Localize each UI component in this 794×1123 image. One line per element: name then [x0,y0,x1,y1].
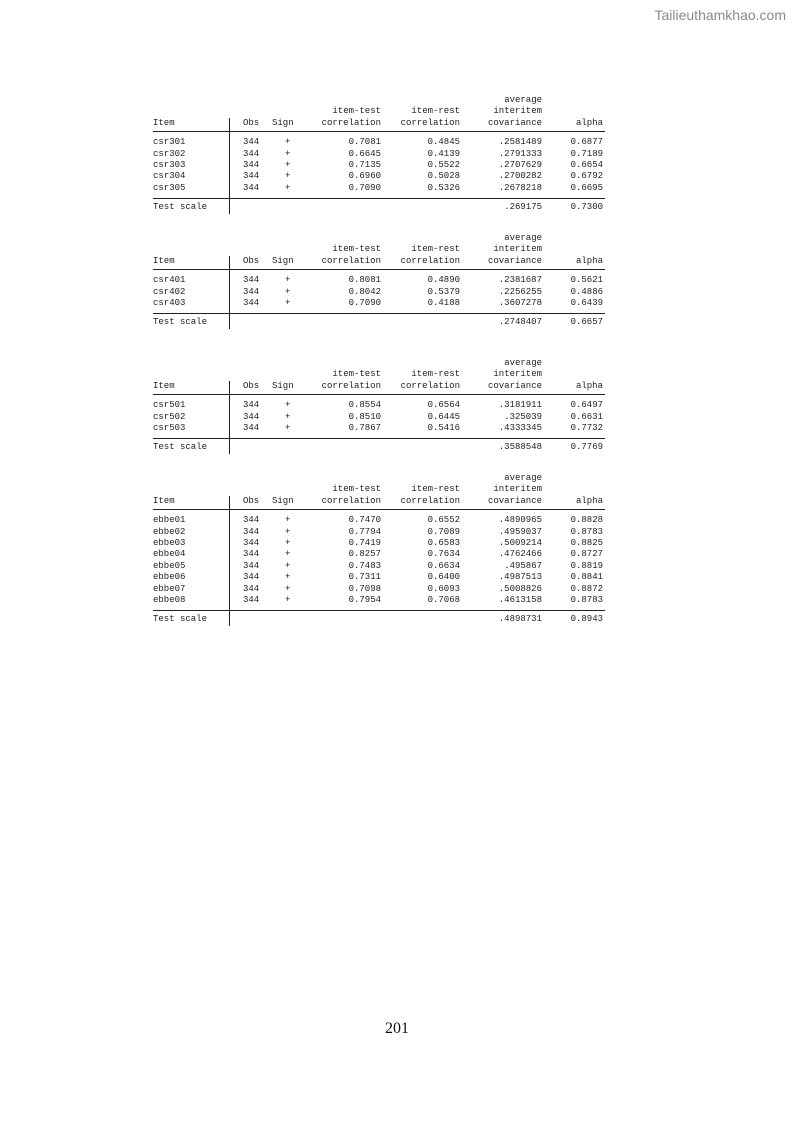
obs-value: 344 [243,148,260,159]
item-rest-correlation: 0.4139 [427,148,460,159]
alpha-value: 0.7732 [570,422,603,433]
table-row [153,171,605,182]
sign-value: + [285,171,291,182]
item-name: csr301 [153,137,186,148]
test-scale-covariance: .3588548 [498,442,542,453]
item-test-correlation: 0.7954 [348,594,381,605]
header-row [153,233,605,244]
alpha-value: 0.8828 [570,515,603,526]
item-test-correlation: 0.8081 [348,275,381,286]
interitem-covariance: .2678218 [498,182,542,193]
divider [153,269,605,270]
header-alpha: alpha [575,255,603,266]
header-item-rest: item-rest [411,369,460,380]
header-covariance: covariance [487,380,542,391]
item-rest-correlation: 0.6634 [427,560,460,571]
sign-value: + [285,297,291,308]
sign-value: + [285,159,291,170]
header-average: average [504,473,542,483]
interitem-covariance: .4762466 [498,549,542,560]
test-scale-alpha: 0.7769 [570,442,603,453]
item-rest-correlation: 0.6400 [427,572,460,583]
header-row [153,381,605,392]
alpha-value: 0.6877 [570,137,603,148]
item-test-correlation: 0.7311 [348,572,381,583]
table-row [153,275,605,286]
header-alpha: alpha [575,380,603,391]
item-name: ebbe01 [153,515,186,526]
item-rest-correlation: 0.6583 [427,537,460,548]
test-scale-alpha: 0.7300 [570,202,603,213]
sign-value: + [285,526,291,537]
item-name: ebbe06 [153,572,186,583]
item-name: ebbe03 [153,537,186,548]
obs-value: 344 [243,171,260,182]
item-rest-correlation: 0.5379 [427,286,460,297]
sign-value: + [285,411,291,422]
table-row [153,183,605,194]
item-name: csr403 [153,297,186,308]
header-correlation: correlation [400,255,460,266]
item-rest-correlation: 0.7089 [427,526,460,537]
item-test-correlation: 0.7098 [348,583,381,594]
header-sign: Sign [272,117,294,128]
header-obs: Obs [243,380,260,391]
test-scale-label: Test scale [153,202,208,213]
alpha-value: 0.6695 [570,182,603,193]
header-item: Item [153,117,175,128]
interitem-covariance: .2256255 [498,286,542,297]
test-scale-alpha: 0.6657 [570,317,603,328]
item-test-correlation: 0.7090 [348,297,381,308]
obs-value: 344 [243,549,260,560]
test-scale-label: Test scale [153,442,208,453]
column-separator [229,256,230,329]
interitem-covariance: .4987513 [498,572,542,583]
column-separator [229,496,230,626]
interitem-covariance: .325039 [504,411,542,422]
item-test-correlation: 0.7867 [348,422,381,433]
item-rest-correlation: 0.4890 [427,275,460,286]
alpha-value: 0.6497 [570,400,603,411]
item-test-correlation: 0.6645 [348,148,381,159]
header-row [153,244,605,255]
table-row [153,538,605,549]
obs-value: 344 [243,411,260,422]
alpha-value: 0.8872 [570,583,603,594]
interitem-covariance: .2581489 [498,137,542,148]
alpha-table-3 [153,358,605,454]
header-average: average [504,233,542,243]
header-item-test: item-test [332,106,381,117]
obs-value: 344 [243,560,260,571]
page-number: 201 [385,1020,409,1037]
item-rest-correlation: 0.7634 [427,549,460,560]
header-row [153,496,605,507]
item-test-correlation: 0.7090 [348,182,381,193]
item-test-correlation: 0.7081 [348,137,381,148]
item-rest-correlation: 0.4845 [427,137,460,148]
header-obs: Obs [243,255,260,266]
divider [153,394,605,395]
watermark: Tailieuthamkhao.com [654,7,786,23]
header-row [153,484,605,495]
interitem-covariance: .2791333 [498,148,542,159]
test-scale-label: Test scale [153,317,208,328]
header-row [153,369,605,380]
header-correlation: correlation [321,255,381,266]
sign-value: + [285,572,291,583]
header-item-rest: item-rest [411,244,460,255]
table-row [153,515,605,526]
test-scale-row [153,442,605,453]
alpha-value: 0.8841 [570,572,603,583]
item-name: csr303 [153,159,186,170]
alpha-value: 0.5621 [570,275,603,286]
item-rest-correlation: 0.5416 [427,422,460,433]
table-row [153,572,605,583]
interitem-covariance: .2707629 [498,159,542,170]
item-name: csr402 [153,286,186,297]
obs-value: 344 [243,572,260,583]
header-item-test: item-test [332,484,381,495]
item-name: csr305 [153,182,186,193]
header-covariance: covariance [487,255,542,266]
header-row [153,95,605,106]
table-row [153,527,605,538]
item-rest-correlation: 0.5028 [427,171,460,182]
obs-value: 344 [243,137,260,148]
sign-value: + [285,537,291,548]
table-row [153,561,605,572]
sign-value: + [285,515,291,526]
interitem-covariance: .2700282 [498,171,542,182]
header-item: Item [153,495,175,506]
interitem-covariance: .4613158 [498,594,542,605]
header-correlation: correlation [400,380,460,391]
item-name: csr502 [153,411,186,422]
column-separator [229,381,230,454]
table-row [153,137,605,148]
header-correlation: correlation [321,117,381,128]
interitem-covariance: .5008826 [498,583,542,594]
header-interitem: interitem [493,244,542,255]
header-sign: Sign [272,495,294,506]
test-scale-row [153,202,605,213]
interitem-covariance: .495867 [504,560,542,571]
alpha-value: 0.7189 [570,148,603,159]
item-name: csr304 [153,171,186,182]
item-rest-correlation: 0.7068 [427,594,460,605]
header-item-test: item-test [332,244,381,255]
obs-value: 344 [243,422,260,433]
test-scale-covariance: .4898731 [498,614,542,625]
obs-value: 344 [243,159,260,170]
interitem-covariance: .4333345 [498,422,542,433]
obs-value: 344 [243,297,260,308]
alpha-value: 0.8727 [570,549,603,560]
test-scale-row [153,317,605,328]
header-item-test: item-test [332,369,381,380]
item-rest-correlation: 0.6445 [427,411,460,422]
obs-value: 344 [243,275,260,286]
alpha-value: 0.4886 [570,286,603,297]
header-row [153,256,605,267]
item-rest-correlation: 0.6552 [427,515,460,526]
header-item: Item [153,380,175,391]
item-rest-correlation: 0.5522 [427,159,460,170]
divider [153,509,605,510]
header-correlation: correlation [321,495,381,506]
header-covariance: covariance [487,495,542,506]
alpha-value: 0.8783 [570,526,603,537]
item-rest-correlation: 0.6093 [427,583,460,594]
obs-value: 344 [243,286,260,297]
header-item-rest: item-rest [411,106,460,117]
header-correlation: correlation [321,380,381,391]
test-scale-covariance: .2748407 [498,317,542,328]
item-test-correlation: 0.8042 [348,286,381,297]
alpha-value: 0.8819 [570,560,603,571]
header-row [153,473,605,484]
sign-value: + [285,275,291,286]
table-row [153,584,605,595]
header-row [153,106,605,117]
header-item: Item [153,255,175,266]
obs-value: 344 [243,515,260,526]
item-test-correlation: 0.8510 [348,411,381,422]
interitem-covariance: .5009214 [498,537,542,548]
table-row [153,160,605,171]
item-name: ebbe08 [153,594,186,605]
interitem-covariance: .2381687 [498,275,542,286]
table-row [153,298,605,309]
header-average: average [504,95,542,105]
divider [153,313,605,314]
header-sign: Sign [272,380,294,391]
table-row [153,549,605,560]
header-average: average [504,358,542,368]
interitem-covariance: .3607278 [498,297,542,308]
sign-value: + [285,594,291,605]
item-test-correlation: 0.6960 [348,171,381,182]
alpha-value: 0.6654 [570,159,603,170]
item-rest-correlation: 0.5326 [427,182,460,193]
divider [153,610,605,611]
header-alpha: alpha [575,495,603,506]
sign-value: + [285,560,291,571]
alpha-value: 0.6631 [570,411,603,422]
alpha-value: 0.6439 [570,297,603,308]
divider [153,131,605,132]
obs-value: 344 [243,526,260,537]
item-test-correlation: 0.8257 [348,549,381,560]
table-row [153,287,605,298]
item-name: ebbe05 [153,560,186,571]
divider [153,438,605,439]
obs-value: 344 [243,594,260,605]
alpha-value: 0.6792 [570,171,603,182]
interitem-covariance: .4890965 [498,515,542,526]
item-name: csr302 [153,148,186,159]
item-rest-correlation: 0.4188 [427,297,460,308]
header-obs: Obs [243,117,260,128]
header-correlation: correlation [400,495,460,506]
header-row [153,118,605,129]
header-alpha: alpha [575,117,603,128]
divider [153,198,605,199]
sign-value: + [285,400,291,411]
table-row [153,595,605,606]
sign-value: + [285,182,291,193]
item-name: ebbe02 [153,526,186,537]
alpha-table-1 [153,95,605,214]
item-name: csr501 [153,400,186,411]
item-name: ebbe04 [153,549,186,560]
item-name: csr503 [153,422,186,433]
item-name: csr401 [153,275,186,286]
table-row [153,423,605,434]
interitem-covariance: .3181911 [498,400,542,411]
item-test-correlation: 0.7135 [348,159,381,170]
alpha-table-2 [153,233,605,329]
item-test-correlation: 0.8554 [348,400,381,411]
obs-value: 344 [243,583,260,594]
obs-value: 344 [243,182,260,193]
header-interitem: interitem [493,106,542,117]
item-test-correlation: 0.7483 [348,560,381,571]
sign-value: + [285,148,291,159]
test-scale-covariance: .269175 [504,202,542,213]
header-interitem: interitem [493,369,542,380]
item-test-correlation: 0.7794 [348,526,381,537]
sign-value: + [285,549,291,560]
header-obs: Obs [243,495,260,506]
obs-value: 344 [243,400,260,411]
item-name: ebbe07 [153,583,186,594]
header-row [153,358,605,369]
header-correlation: correlation [400,117,460,128]
sign-value: + [285,583,291,594]
header-covariance: covariance [487,117,542,128]
table-row [153,400,605,411]
obs-value: 344 [243,537,260,548]
interitem-covariance: .4959037 [498,526,542,537]
sign-value: + [285,422,291,433]
alpha-table-4 [153,473,605,626]
test-scale-alpha: 0.8943 [570,614,603,625]
item-rest-correlation: 0.6564 [427,400,460,411]
alpha-value: 0.8783 [570,594,603,605]
item-test-correlation: 0.7419 [348,537,381,548]
item-test-correlation: 0.7470 [348,515,381,526]
column-separator [229,118,230,214]
table-row [153,149,605,160]
header-interitem: interitem [493,484,542,495]
sign-value: + [285,286,291,297]
sign-value: + [285,137,291,148]
header-sign: Sign [272,255,294,266]
alpha-value: 0.8825 [570,537,603,548]
test-scale-row [153,614,605,625]
table-row [153,412,605,423]
test-scale-label: Test scale [153,614,208,625]
header-item-rest: item-rest [411,484,460,495]
